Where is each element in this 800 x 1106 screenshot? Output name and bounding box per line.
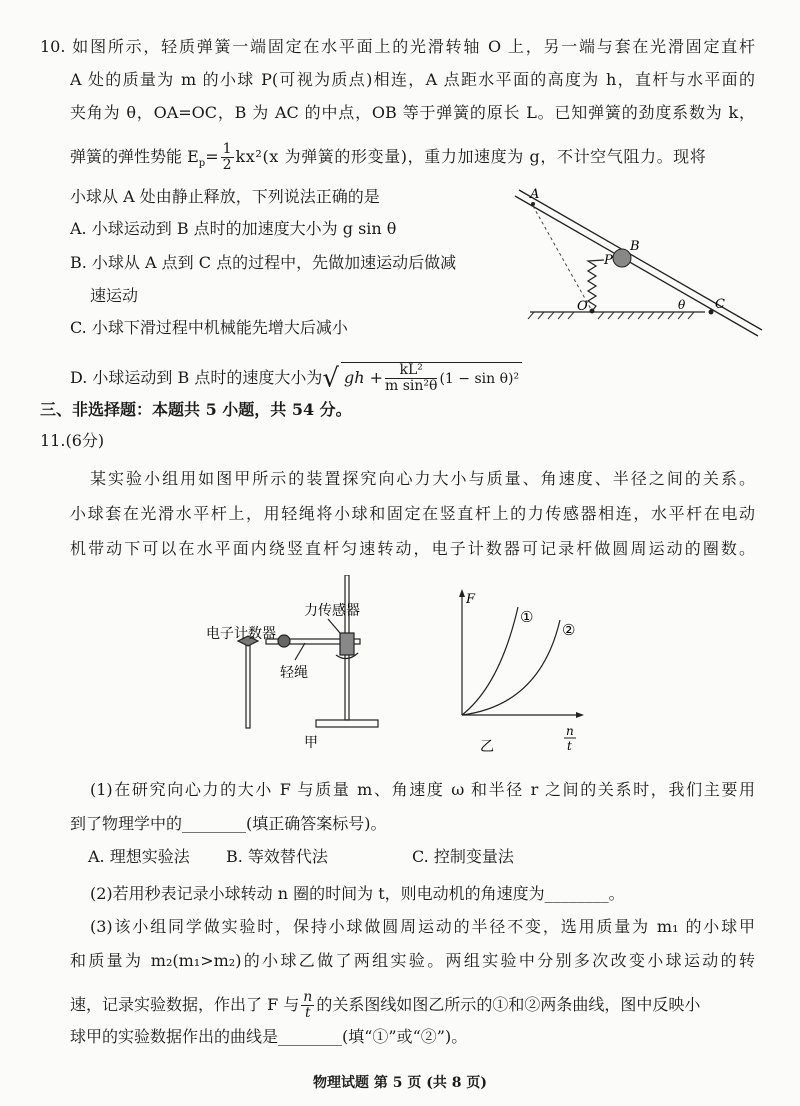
q11-p1-line1: (1)在研究向心力的大小 F 与质量 m、角速度 ω 和半径 r 之间的关系时，我们主要用 [90,780,755,799]
q11-option-b: B. 等效替代法 [226,847,328,866]
figure-jia-yi [180,575,600,765]
option-c: C. 小球下滑过程中机械能先增大后减小 [70,318,348,337]
caption-yi: 乙 [480,739,494,755]
q11-p3-line4: 球甲的实验数据作出的曲线是________(填“①”或“②”)。 [70,1027,468,1046]
label-o: O [577,299,588,314]
q11-header: 11.(6分) [40,431,105,450]
option-a: A. 小球运动到 B 点时的加速度大小为 g sin θ [70,219,397,238]
label-counter: 电子计数器 [206,626,276,642]
numerator: 1 [222,141,232,157]
q11-option-c: C. 控制变量法 [412,847,514,866]
q11-p3-line3 [70,990,700,1021]
q11-para-3: 机带动下可以在水平面内绕竖直杆匀速转动，电子计数器可记录杆做圆周运动的圈数。 [70,539,755,558]
text: kx²(x 为弹簧的形变量)，重力加速度为 g，不计空气阻力。现将 [235,147,707,166]
label-b: B [630,239,640,254]
text: (1 − sin θ)² [439,371,520,387]
q11-p3-line1: (3)该小组同学做实验时，保持小球做圆周运动的半径不变，选用质量为 m₁ 的小球甲 [90,917,755,936]
text: p [198,158,206,170]
text: 弹簧的弹性势能 E [70,147,199,166]
fraction [301,990,314,1021]
curve-1-label: ① [520,608,534,626]
fraction [385,363,437,394]
label-rope: 轻绳 [280,665,308,681]
sqrt-expr [341,362,522,394]
denominator: t [304,1005,311,1021]
q11-option-a: A. 理想实验法 [88,847,190,866]
q11-p1-line2: 到了物理学中的________(填正确答案标号)。 [70,814,387,833]
section-title: 三、非选择题：本题共 5 小题，共 54 分。 [40,400,352,419]
label-theta: θ [678,298,686,312]
fraction [221,142,234,173]
denominator: 2 [222,157,232,173]
q11-para-2: 小球套在光滑水平杆上，用轻绳将小球和固定在竖直杆上的力传感器相连，水平杆在电动 [70,504,755,523]
q10-line-3: 夹角为 θ，OA=OC，B 为 AC 的中点，OB 等于弹簧的原长 L。已知弹簧的劲度系数为 k， [70,103,755,122]
option-b: B. 小球从 A 点到 C 点的过程中，先做加速运动后做减 [70,253,457,272]
label-p: P [604,253,613,268]
label-c: C [715,297,725,312]
q10-line-1: 10. 如图所示，轻质弹簧一端固定在水平面上的光滑转轴 O 上，另一端与套在光滑固定直杆 [40,37,755,56]
denominator: m sin²θ [385,378,438,394]
q10-line-2: A 处的质量为 m 的小球 P(可视为质点)相连，A 点距水平面的高度为 h，直杆与水平面的 [70,70,755,89]
label-sensor: 力传感器 [304,603,360,619]
q10-line-5: 小球从 A 处由静止释放，下列说法正确的是 [70,187,380,206]
curve-2-label: ② [562,621,576,639]
label-a: A [530,187,540,202]
option-b-cont: 速运动 [90,286,139,305]
numerator: n [303,989,313,1005]
text: 的关系图线如图乙所示的①和②两条曲线，图中反映小 [316,995,701,1014]
q10-figure [500,180,770,350]
page-footer: 物理试题 第 5 页 (共 8 页) [313,1075,487,1091]
caption-jia: 甲 [304,735,318,751]
q11-para-1: 某实验小组用如图甲所示的装置探究向心力大小与质量、角速度、半径之间的关系。 [90,469,755,488]
text: gh + [343,368,383,387]
axis-label-f: F [466,592,476,607]
axis-label-t: t [567,739,572,753]
text: = [205,147,219,166]
q10-line-4 [70,142,706,174]
text: D. 小球运动到 B 点时的速度大小为 [70,368,323,387]
text: 速，记录实验数据，作出了 F 与 [70,995,300,1014]
axis-label-n: n [566,724,574,738]
q11-p2: (2)若用秒表记录小球转动 n 圈的时间为 t，则电动机的角速度为________。 [90,884,625,903]
option-d: D. 小球运动到 B 点时的速度大小为√ gh + $\frac{\text{kL²}}{\text{m sin²θ}}$ (1 − sin θ)² [70,362,522,394]
numerator: kL² [385,363,437,379]
q11-p3-line2: 和质量为 m₂(m₁>m₂)的小球乙做了两组实验。两组实验中分别多次改变小球运动的转 [70,951,755,970]
